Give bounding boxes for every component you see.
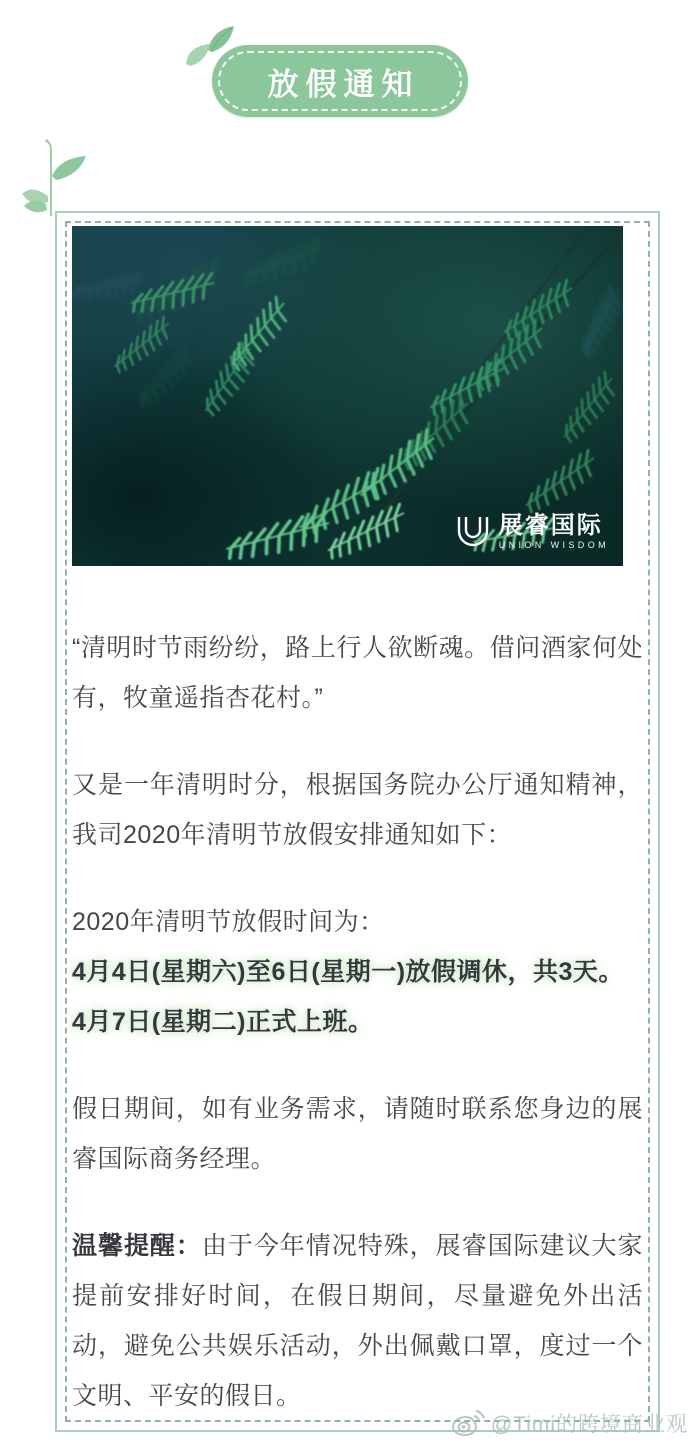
logo-name-en: UNION WISDOM: [498, 540, 609, 550]
reminder-text: 由于今年情况特殊，展睿国际建议大家提前安排好时间，在假日期间，尽量避免外出活动，避免公共娱乐活动，外出佩戴口罩，度过一个文明、平安的假日。: [72, 1232, 643, 1410]
schedule-line-holiday: 4月4日(星期六)至6日(星期一)放假调休，共3天。: [72, 958, 624, 986]
intro-paragraph: 又是一年清明时分，根据国务院办公厅通知精神，我司2020年清明节放假安排通知如下：: [72, 771, 643, 849]
notice-frame: [55, 211, 660, 1432]
reminder-paragraph: [72, 1221, 643, 1421]
hero-photo: [72, 226, 623, 566]
reminder-label: 温馨提醒：: [72, 1232, 202, 1260]
watermark-text: @Timi的跨境商业观: [490, 1413, 688, 1436]
business-paragraph: 假日期间，如有业务需求，请随时联系您身边的展睿国际商务经理。: [72, 1095, 643, 1173]
weibo-icon: [452, 1409, 486, 1437]
union-wisdom-logo: [455, 514, 609, 550]
schedule-block: [72, 897, 643, 1047]
watermark: [452, 1408, 688, 1438]
leaf-decoration-side-icon: [20, 136, 94, 220]
page-title: 放假通知: [267, 66, 420, 102]
schedule-intro: 2020年清明节放假时间为：: [72, 908, 385, 936]
notice-title-pill: [212, 45, 468, 117]
notice-content: [72, 226, 643, 1421]
union-wisdom-u-icon: [455, 514, 491, 550]
poem-paragraph: “清明时节雨纷纷，路上行人欲断魂。借问酒家何处有，牧童遥指杏花村。”: [72, 634, 643, 712]
logo-name-cn: 展睿国际: [498, 512, 603, 539]
schedule-line-return: 4月7日(星期二)正式上班。: [72, 1008, 374, 1036]
